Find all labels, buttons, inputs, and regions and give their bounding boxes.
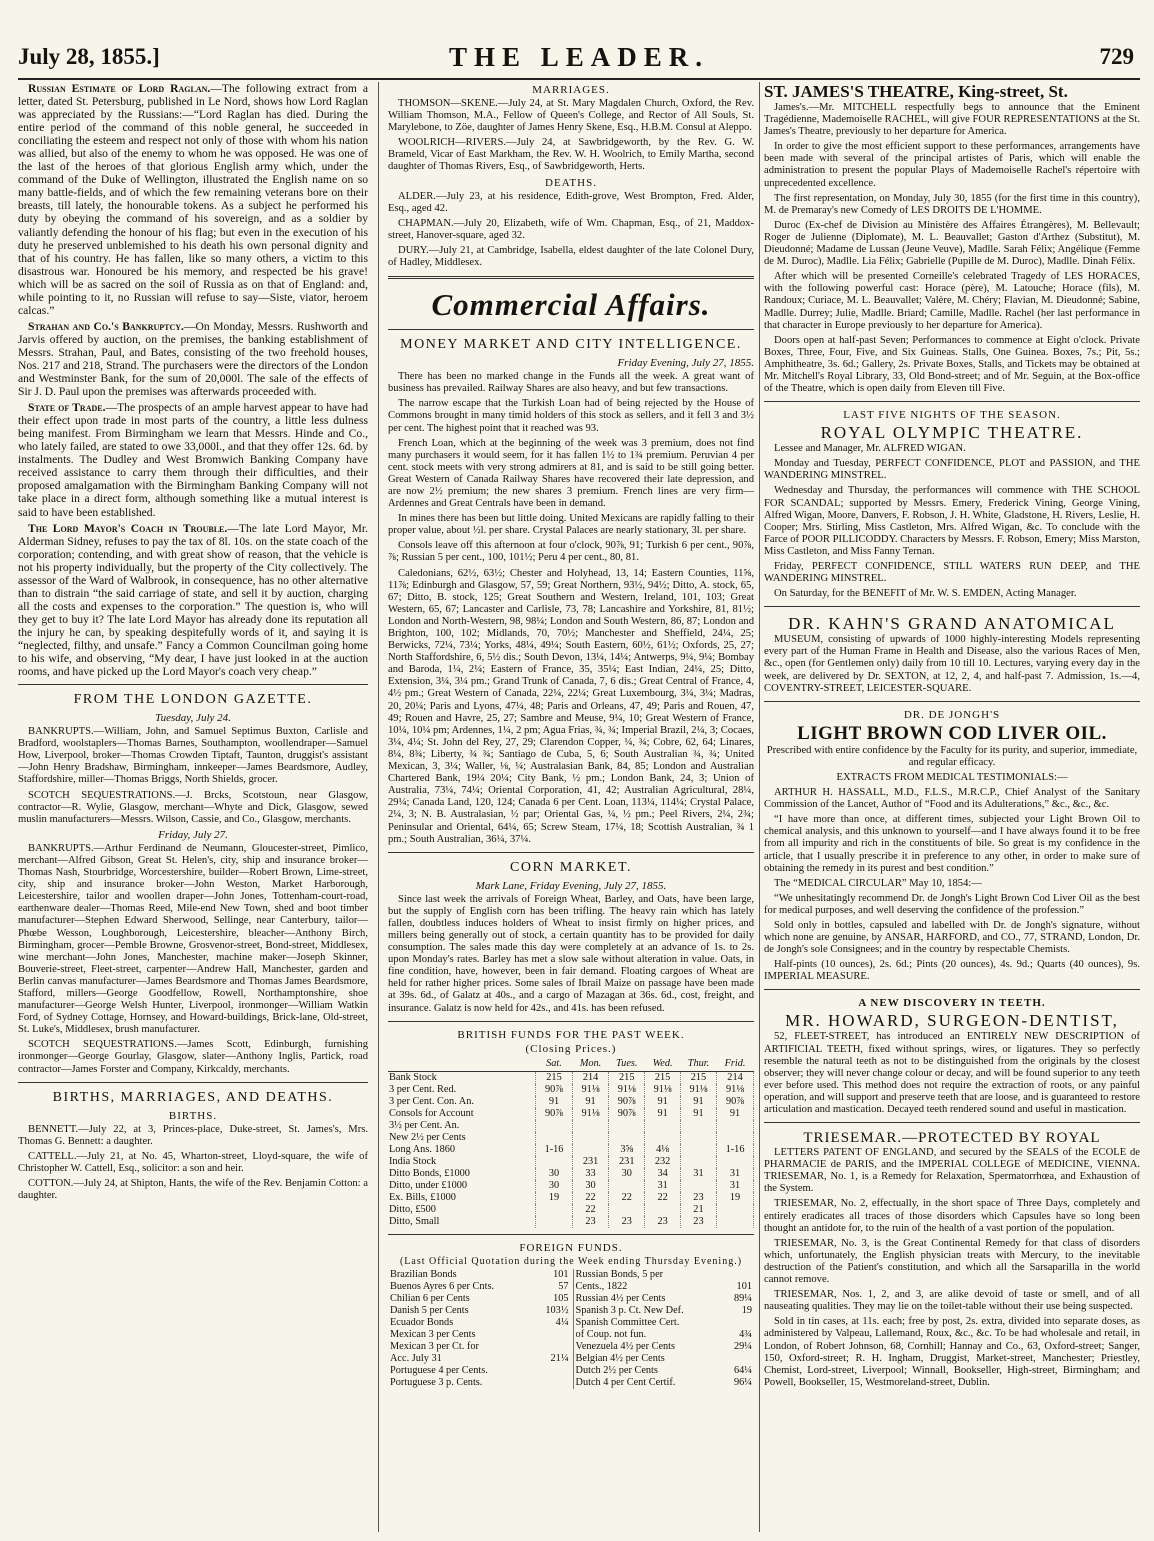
- section-divider: [18, 1082, 368, 1083]
- fund-price: 214: [572, 1071, 608, 1084]
- british-funds-heading: BRITISH FUNDS FOR THE PAST WEEK.: [457, 1028, 685, 1041]
- foreign-fund-price: [724, 1317, 754, 1329]
- fund-price: 91⅛: [680, 1084, 716, 1096]
- foreign-funds-row: [388, 1353, 754, 1365]
- fund-price: [536, 1120, 573, 1132]
- fund-price: [645, 1132, 680, 1144]
- fund-price: 34: [645, 1168, 680, 1180]
- british-funds-row: [388, 1168, 754, 1180]
- foreign-fund-price: 4¾: [739, 1328, 752, 1340]
- money-market-date: Friday Evening, July 27, 1855.: [617, 357, 754, 370]
- section-divider: [388, 329, 754, 330]
- fund-price: [572, 1132, 608, 1144]
- british-funds-column-header: Mon.: [572, 1057, 608, 1072]
- st-james-paragraph: In order to give the most efficient support to these performances, arrangements have been made with several of the principal artistes of Paris, which will enable the administration to present the popular Plays of Mademoiselle Rachel's répertoire with unprecedented excellence.: [764, 141, 1140, 189]
- fund-price: 4⅛: [645, 1144, 680, 1156]
- fund-price: 31: [680, 1168, 716, 1180]
- foreign-fund-name: Spanish 3 p. Ct. New Def.: [575, 1304, 684, 1316]
- fund-price: [572, 1144, 608, 1156]
- article-heading: The Lord Mayor's Coach in Trouble.: [28, 521, 228, 535]
- triesemar-heading: TRIESEMAR.—PROTECTED BY ROYAL: [803, 1130, 1101, 1147]
- foreign-fund-price: 4¼: [533, 1317, 573, 1329]
- foreign-fund-price: [724, 1353, 754, 1365]
- foreign-fund-name: Chilian 6 per Cents: [390, 1292, 470, 1304]
- fund-price: 22: [572, 1192, 608, 1204]
- section-divider: [388, 1021, 754, 1022]
- fund-price: 1-16: [717, 1144, 754, 1156]
- fund-price: 91: [680, 1108, 716, 1120]
- fund-price: 30: [572, 1180, 608, 1192]
- de-jongh-pre-heading: DR. DE JONGH'S: [903, 708, 1001, 721]
- section-divider: [388, 852, 754, 853]
- foreign-fund-name: Dutch 2½ per Cents: [575, 1364, 658, 1376]
- fund-name: New 2½ per Cents: [388, 1132, 536, 1144]
- article-body: —The late Lord Mayor, Mr. Alderman Sidney, refuses to pay the tax of 8l. 10s. on the state coach of the corporation; contending, and with great show of reason, that the vehicle is not his property individually, but the property of the City collectively. The assessor of the Ward of Walbrook, in consequence, has no other alternative than to distrain “the said carriage of state, and sell it by auction, charging all the costs and expenses to the corporation.” The question is, who will they get to buy it? The late Lord Mayor has already done its reputation all the injury he can, by speaking despitefully words of it, and saying it is “neglected, filthy, and unsafe.” Fancy a Common Councilman going home to his wife, and observing, “My dear, I have just looked in at the auction rooms, and have picked up the Lord Mayor's coach very cheap.”: [18, 521, 368, 679]
- money-market-paragraph: In mines there has been but little doing. United Mexicans are rapidly falling to their proper value, about ½l. per share. Crystal Palaces are nearly stationary, 3l. per share.: [388, 513, 754, 537]
- foreign-funds-row: [388, 1281, 754, 1293]
- fund-price: [609, 1204, 645, 1216]
- foreign-fund-name: Mexican 3 per Cents: [390, 1328, 476, 1340]
- dentist-heading: MR. HOWARD, SURGEON-DENTIST,: [785, 1011, 1119, 1031]
- scotch-sequestrations-tuesday: SCOTCH SEQUESTRATIONS.—J. Brcks, Scotstoun, near Glasgow, contractor—R. Wylie, Glasgow, merchant—Whyte and Dick, Glasgow, sewed muslin manufacturers—Messrs. Wilson, Cassie, and Co., Glasgow, merchants.: [18, 789, 368, 825]
- foreign-fund-price: 101: [533, 1269, 573, 1281]
- st-james-paragraph: After which will be presented Corneille's celebrated Tragedy of LES HORACES, with the following powerful cast: Horace (père), M. Latouche; Horace (fils), M. Randoux; Curiace, M. L. Beauvallet; Valère, M. Chéry; Flavian, M. Dieudonné; Sabine, Madlle. Durrey; Julie, Madlle. Briard; Camille, Madlle. Rachel (her last performance in that character in Europe previously to her departure for America).: [764, 271, 1140, 331]
- fund-price: [609, 1132, 645, 1144]
- fund-name: Consols for Account: [388, 1108, 536, 1120]
- british-funds-row: [388, 1144, 754, 1156]
- fund-price: 91: [536, 1096, 573, 1108]
- foreign-fund-price: 101: [736, 1280, 752, 1292]
- fund-price: 214: [717, 1071, 754, 1084]
- dentist-pre-heading: A NEW DISCOVERY IN TEETH.: [858, 997, 1046, 1010]
- section-divider: [18, 684, 368, 685]
- st-james-paragraph: Duroc (Ex-chef de Division au Ministère des Affaires Étrangères), M. Bellevault; Roger de Julienne (Diplomate), M. L. Beauvallet; Gaston d'Arthez (Substitut), M. Dieudonné; Madame de Lussan (Jeune Veuve), Madlle. Sarah Félix; Angélique (Femme de M. Duroc), Madlle. Lia Félix; Gabrielle (Pupille de M. Duroc), Madlle. Dinah Félix.: [764, 219, 1140, 268]
- foreign-funds-row: [388, 1305, 754, 1317]
- triesemar-paragraph: TRIESEMAR, No. 3, is the Great Continental Remedy for that class of disorders which, unfortunately, the English physician treats with Mercury, to the inevitable destruction of the Patient's constitution, and which all the Sarsaparilla in the world cannot remove.: [764, 1237, 1140, 1286]
- article-strahan: [18, 320, 368, 398]
- bankrupts-tuesday: BANKRUPTS.—William, John, and Samuel Septimus Buxton, Carlisle and Bradford, woolstaplers—Thomas Barnes, Southampton, woollendraper—Samuel How, Liverpool, broker—Thomas Crowden Tiptaft, Taunton, druggist's assistant—John Henry Bradshaw, Birmingham, innkeeper—James Beardsmore, Audley, Staffordshire, miller—Thomas Briggs, North Shields, grocer.: [18, 726, 368, 786]
- corn-market-date: Mark Lane, Friday Evening, July 27, 1855.: [475, 879, 667, 892]
- british-funds-row: [388, 1192, 754, 1204]
- fund-price: [717, 1120, 754, 1132]
- foreign-funds-table: [388, 1269, 754, 1389]
- foreign-fund-price: [533, 1329, 573, 1341]
- article-heading: State of Trade.: [28, 401, 106, 415]
- column-rule: [378, 82, 379, 1532]
- foreign-fund-price: 105: [533, 1293, 573, 1305]
- marriages-heading: MARRIAGES.: [532, 84, 610, 96]
- advert-divider: [764, 606, 1140, 607]
- british-funds-table: [388, 1057, 754, 1228]
- foreign-fund-price: 29¼: [733, 1340, 752, 1352]
- fund-price: 19: [536, 1192, 573, 1204]
- fund-price: 90⅞: [717, 1096, 754, 1108]
- cod-liver-oil-paragraph: EXTRACTS FROM MEDICAL TESTIMONIALS:—: [836, 771, 1068, 783]
- money-market-heading: MONEY MARKET AND CITY INTELLIGENCE.: [400, 337, 742, 353]
- british-funds-column-header: Thur.: [680, 1057, 716, 1072]
- dentist-body: 52, FLEET-STREET, has introduced an ENTIRELY NEW DESCRIPTION of ARTIFICIAL TEETH, fixed without springs, wires, or ligatures. They so perfectly resemble the natural teeth as not to be distinguished from the originals by the closest observer; they will never change colour or decay, and will be found superior to any teeth ever before used. This method does not require the extraction of roots, or any painful operation, and will support and preserve teeth that are loose, and is guaranteed to restore articulation and mastication. Decayed teeth rendered sound and useful in mastication.: [764, 1031, 1140, 1115]
- foreign-fund-name: Cents., 1822: [575, 1280, 628, 1292]
- st-james-theatre-heading: ST. JAMES'S THEATRE, King-street, St.: [764, 82, 1068, 101]
- triesemar-paragraph: TRIESEMAR, Nos. 1, 2, and 3, are alike devoid of taste or smell, and of all nauseating qualities. They may lie on the toilet-table without their use being suspected.: [764, 1289, 1140, 1313]
- article-body: —On Monday, Messrs. Rushworth and Jarvis offered by auction, on the premises, the banking establishment of Messrs. Strahan, Paul, and Bates, consisting of the two freehold houses, Nos. 217 and 218, Strand. The purchasers were the directors of the London and Westminster Bank, for the sum of 20,000l. The sale of the effects of Sir J. D. Paul upon the premises was afterwards proceeded with.: [18, 319, 368, 399]
- cod-liver-oil-heading: LIGHT BROWN COD LIVER OIL.: [797, 722, 1107, 744]
- gazette-date-friday: Friday, July 27.: [158, 828, 228, 841]
- british-funds-row: [388, 1096, 754, 1108]
- section-divider: [388, 276, 754, 279]
- fund-price: [609, 1120, 645, 1132]
- fund-price: 90⅞: [536, 1108, 573, 1120]
- death-notice: ALDER.—July 23, at his residence, Edith-grove, West Brompton, Fred. Alder, Esq., aged 42.: [388, 190, 754, 214]
- fund-price: [717, 1156, 754, 1168]
- article-heading: Russian Estimate of Lord Raglan.: [28, 82, 211, 95]
- foreign-fund-price: 89¼: [733, 1292, 752, 1304]
- foreign-fund-name: Portuguese 3 p. Cents.: [390, 1376, 483, 1388]
- st-james-paragraph: The first representation, on Monday, July 30, 1855 (for the first time in this country), M. de Premaray's new Comedy of LES DROITS DE L'HOMME.: [764, 192, 1140, 216]
- fund-price: [717, 1216, 754, 1228]
- fund-price: 91: [645, 1108, 680, 1120]
- foreign-fund-name: Danish 5 per Cents: [390, 1304, 469, 1316]
- death-notice: DURY.—July 21, at Cambridge, Isabella, eldest daughter of the late Colonel Dury, of Hadley, Middlesex.: [388, 244, 754, 269]
- triesemar-paragraph: LETTERS PATENT OF ENGLAND, and secured by the SEALS of the ECOLE de PHARMACIE de PARIS, and the IMPERIAL COLLEGE of MEDICINE, VIENNA. TRIESEMAR, No. 1, is a Remedy for Relaxation, Spermatorrhœa, and Exhaustion of the System.: [764, 1147, 1140, 1195]
- fund-price: 21: [680, 1204, 716, 1216]
- fund-price: [717, 1132, 754, 1144]
- foreign-funds-row: [388, 1317, 754, 1329]
- scotch-sequestrations-friday: SCOTCH SEQUESTRATIONS.—James Scott, Edinburgh, furnishing ironmonger—George Gourlay, Glasgow, slater—Anthony Inglis, Partick, road contractor—James Forster and Company, Kirkcaldy, merchants.: [18, 1039, 368, 1075]
- fund-price: [645, 1204, 680, 1216]
- foreign-fund-name: Spanish Committee Cert.: [575, 1316, 680, 1328]
- fund-price: 91: [645, 1096, 680, 1108]
- foreign-fund-name: Belgian 4½ per Cents: [575, 1352, 665, 1364]
- fund-price: 23: [645, 1216, 680, 1228]
- advert-divider: [764, 989, 1140, 990]
- fund-price: 215: [536, 1071, 573, 1084]
- gazette-date-tuesday: Tuesday, July 24.: [155, 712, 231, 725]
- british-funds-row: [388, 1108, 754, 1120]
- bmd-heading: BIRTHS, MARRIAGES, AND DEATHS.: [52, 1089, 334, 1105]
- british-funds-row: [388, 1120, 754, 1132]
- fund-price: 30: [536, 1168, 573, 1180]
- cod-liver-oil-paragraph: ARTHUR H. HASSALL, M.D., F.L.S., M.R.C.P., Chief Analyst of the Sanitary Commission of the Lancet, Author of “Food and its Adulterations,” &c., &c., &c.: [764, 787, 1140, 811]
- marriage-notice: THOMSON—SKENE.—July 24, at St. Mary Magdalen Church, Oxford, the Rev. William Thomson, M.A., Fellow of Queen's College, and Rector of All Souls, St. Marylebone, to Zöe, daughter of James Henry Skene, Esq., H.B.M. Consul at Aleppo.: [388, 98, 754, 134]
- foreign-fund-name: Portuguese 4 per Cents.: [390, 1364, 488, 1376]
- fund-price: 90⅞: [609, 1108, 645, 1120]
- fund-price: 90⅞: [609, 1096, 645, 1108]
- birth-notice: BENNETT.—July 22, at 3, Princes-place, Duke-street, St. James's, Mrs. Thomas G. Bennett: a daughter.: [18, 1123, 368, 1147]
- section-divider: [388, 1234, 754, 1235]
- gazette-heading: FROM THE LONDON GAZETTE.: [73, 692, 313, 708]
- british-funds-row: [388, 1216, 754, 1228]
- fund-price: 31: [717, 1180, 754, 1192]
- st-james-paragraph: James's.—Mr. MITCHELL respectfully begs to announce that the Eminent Tragédienne, Mademoiselle RACHEL, will give FOUR REPRESENTATIONS at the St. James's Theatre, previously to her departure for America.: [764, 102, 1140, 138]
- share-prices-paragraph: Caledonians, 62½, 63½; Chester and Holyhead, 13, 14; Eastern Counties, 11⅝, 11⅞; Edinburgh and Glasgow, 57, 59; Great Northern, 93½, 94½; Ditto, A. stock, 65, 67; Ditto, B. stock, 125; Great Southern and Western, Ireland, 101, 103; Great Western, 65, 67; Lancaster and Carlisle, 73, 78; Lancashire and Yorkshire, 81, 81½; London and North-Western, 98, 98¼; London and South Western, 86, 87; London and Brighton, 100, 102; Midlands, 70, 70½; Manchester and Sheffield, 24¼, 25; Berwicks, 72¼, 73¼; Yorks, 48¼, 49¼; South Eastern, 60½, 61½; Oxfords, 25, 27; North Staffordshire, 6, 5½ dis.; South Devon, 13¼, 14¼; Antwerps, 9¼, 9¼; Bombay and Baroda, 1¼, 2¼; Eastern of France, 35, 35¼; East Indian, 24¼, 25; Ditto, Extension, 3¼, 3¼ pm.; Grand Trunk of Canada, 7, 6 dis.; Great Central of France, 4, 4½ pm.; Great Western of Canada, 22¼, 22¼; Great Luxembourg, 3¼, 3¼; Madras, 20, 20¼; Paris and Lyons, 47¼, 48; Paris and Orleans, 47, 49; Paris and Rouen, 47, 49; Rouen and Havre, 25, 27; Sambre and Meuse, 9¼, 10; Great Western of France, 10¼, 10¼ pm; Ardennes, 1¼, 2 pm; Agua Frias, ¾, ¾; Imperial Brazil, 2¼, 3; Cocaes, 3¼, 4¼; St. John del Rey, 27, 29; Clarendon Copper, ¼, ¾; Cobre, 62, 64; Linares, 8¼, 8¾; Liberty, ¾ ¾; Santiago de Cuba, 5, 6; South Australian ¾, ¾; United Mexican, 3, 3¼; Waller, ⅛, ¼; Australasian Bank, 84, 85; London and Australian Chartered Bank, 19¼ 20¼; City Bank, ½ pm.; London Bank, 24, 3; Union of Australia, 73¼, 74¼; Oriental Corporation, 41, 42; Australian Agricultural, 28¼, 29¼; Canada Land, 120, 124; Canada 6 per Cent. Loan, 113¼, 114¼; Crystal Palace, 2¼, 3; N. B. Australasian, ½ par; Oriental Gas, ¼, ½ pm.; Peel Rivers, 2¼, 2¾; Peninsular and Oriental, 64¼, 65; Screw Steam, 17¼, 18; Scottish Australian, ¾ 1 pm.; South Australian, 36¼, 37¼.: [388, 567, 754, 845]
- fund-price: 30: [536, 1180, 573, 1192]
- fund-price: 91: [717, 1108, 754, 1120]
- fund-price: [536, 1216, 573, 1228]
- cod-liver-oil-paragraph: The “MEDICAL CIRCULAR” May 10, 1854:—: [774, 877, 982, 889]
- column-rule: [759, 82, 760, 1532]
- olympic-theatre-heading: ROYAL OLYMPIC THEATRE.: [820, 423, 1084, 443]
- fund-price: 90⅞: [536, 1084, 573, 1096]
- fund-name: Long Ans. 1860: [388, 1144, 536, 1156]
- fund-price: 19: [717, 1192, 754, 1204]
- fund-name: Ditto, £500: [388, 1204, 536, 1216]
- article-lord-mayor-coach: [18, 522, 368, 679]
- fund-price: 91: [572, 1096, 608, 1108]
- foreign-fund-name: Brazilian Bonds: [390, 1268, 457, 1280]
- fund-price: 22: [645, 1192, 680, 1204]
- fund-name: Ditto, under £1000: [388, 1180, 536, 1192]
- fund-price: 231: [572, 1156, 608, 1168]
- birth-notice: CATTELL.—July 21, at No. 45, Wharton-street, Lloyd-square, the wife of Christopher W. Cattell, Esq., solicitor: a son and heir.: [18, 1150, 368, 1174]
- fund-name: 3½ per Cent. An.: [388, 1120, 536, 1132]
- article-body: —The following extract from a letter, dated St. Petersburg, published in Le Nord, shows how Lord Raglan was appreciated by the Russians:—“Lord Raglan has died. During the entire period of the command of this noble general, he succeeded in conciliating the esteem and respect not only of those with whom his nation was allied, but also of the enemy to whom he was opposed. He was one of the last of the heroes of that glorious English army which, under the command of the Duke of Wellington, illustrated the English name on so many battle-fields, and of which the few remaining veterans bore on their breasts, till lately, the honourable tokens. As a subject he performed his duty by obeying the command of his sovereign, and as a soldier by valiantly defending the honour of his flag; but even in the execution of his duty he preserved unblemished to his death his own personal dignity and that of his country. He has fallen, like so many others, a victim to this disastrous war. Honoured be his memory, and respected be his grave! which will be as sacred on the soil of Russia as on that of England: and, while pointing to it, no Russian will refuse to say—Siste, viator, heroem calcas.”: [18, 82, 368, 317]
- foreign-funds-row: [388, 1341, 754, 1353]
- fund-price: [609, 1180, 645, 1192]
- fund-price: 215: [645, 1071, 680, 1084]
- fund-name: Bank Stock: [388, 1071, 536, 1084]
- fund-price: 23: [680, 1192, 716, 1204]
- british-funds-column-header: [388, 1057, 536, 1072]
- issue-date: July 28, 1855.]: [18, 44, 160, 69]
- column-3: [764, 82, 1140, 1534]
- triesemar-paragraph: Sold in tin cases, at 11s. each; free by post, 2s. extra, divided into separate doses, as administered by Valpeau, Lallemand, Roux, &c., &c. To be had wholesale and retail, in London, of Robert Johnson, 68, Cornhill; Hannay and Co., 63, Oxford-street; Sanger, 150, Oxford-street; R. H. Ingham, Druggist, Market-street, Manchester; Priestley, Chemist, Lord-street, Liverpool; Winnall, Bookseller, High-street, Birmingham; and Powell, Bookseller, 15, Westmoreland-street, Dublin.: [764, 1316, 1140, 1388]
- fund-price: [645, 1120, 680, 1132]
- fund-price: 91⅛: [645, 1084, 680, 1096]
- olympic-paragraph: Wednesday and Thursday, the performances will commence with THE SCHOOL FOR SCANDAL; supported by Messrs. Emery, Frederick Vining, George Vining, Alfred Wigan, Moore, Danvers, F. Robson, J. H. White, Gladstone, H. Rivers, Leslie, H. Cooper; Mrs. Stirling, Miss Castleton, Mrs. Alfred Wigan, &c. To conclude with the Farce of POOR PILLICODDY. Characters by Messrs. F. Robson, Emery; Miss Marston, Miss Castleton, and Miss Fanny Ternan.: [764, 485, 1140, 557]
- fund-name: Ex. Bills, £1000: [388, 1192, 536, 1204]
- british-funds-column-header: Frid.: [717, 1057, 754, 1072]
- fund-price: [680, 1132, 716, 1144]
- advert-divider: [764, 701, 1140, 702]
- foreign-fund-price: [533, 1377, 573, 1389]
- foreign-funds-heading: FOREIGN FUNDS.: [519, 1241, 623, 1254]
- fund-price: [680, 1180, 716, 1192]
- fund-price: 31: [645, 1180, 680, 1192]
- cod-liver-oil-paragraph: “I have more than once, at different times, subjected your Light Brown Oil to chemical analysis, and this unknown to yourself—and I have always found it to be free from all impurity and rich in the constituents of bile. So great is my confidence in the article, that I usually prescribe it in preference to any other, in order to make sure of obtaining the remedy in its purest and best condition.”: [764, 814, 1140, 874]
- olympic-pre-heading: LAST FIVE NIGHTS OF THE SEASON.: [843, 409, 1061, 422]
- fund-price: [536, 1156, 573, 1168]
- olympic-paragraph: On Saturday, for the BENEFIT of Mr. W. S. EMDEN, Acting Manager.: [774, 588, 1077, 600]
- money-market-paragraph: There has been no marked change in the Funds all the week. A great want of business has prevailed. Railway Shares are also heavy, and but few transactions.: [388, 371, 754, 395]
- foreign-funds-row: [388, 1293, 754, 1305]
- foreign-fund-name: Ecuador Bonds: [390, 1316, 454, 1328]
- kahn-museum-heading: DR. KAHN'S GRAND ANATOMICAL: [788, 614, 1116, 634]
- foreign-fund-name: Acc. July 31: [390, 1352, 442, 1364]
- fund-price: 23: [680, 1216, 716, 1228]
- bankrupts-friday: BANKRUPTS.—Arthur Ferdinand de Neumann, Gloucester-street, Pimlico, merchant—Alfred Gibson, Great St. Helen's, city, ship and insurance broker—Thomas Nash, Stourbridge, Worcestershire, builder—Robert Brown, Lime-street, city, ship and insurance broker—John Weston, Market Harborough, Leicestershire, tailor and woollen draper—John Jones, Tottenham-court-road, earthenware dealer—Thomas Reed, Mile-end New Town, shed and boot timber manufacturer—Stephen Edward Sherwood, Sellinge, near Canterbury, tailor—Phœbe Wesson, Loughborough, Leicestershire, bleacher—Anthony Birch, Birmingham, grocer—Pemble Browne, Grosvenor-street, Bond-street, Middlesex, wine merchant—John Jones, Manchester, machine maker—Joseph Skinner, Bouverie-street, Fleet-street, carpenter—Andrew Hall, Manchester, garden and Berlin canvas manufacturer—James Beardsmore and Thomas James Beardsmore, Stafford, millers—George Goodfellow, Rowell, Northamptonshire, shoe manufacturer—George Welsh Hunter, Liverpool, ironmonger—William Watkin Ford, of Sydney Cottage, Hornsey, and Howard-buildings, Brick-lane, Old-street, St. Luke's, Middlesex, brush manufacturer.: [18, 842, 368, 1036]
- foreign-fund-price: 64¼: [733, 1364, 752, 1376]
- cod-liver-oil-paragraph: “We unhesitatingly recommend Dr. de Jongh's Light Brown Cod Liver Oil as the best for medical purposes, and well deserving the confidence of the profession.”: [764, 892, 1140, 916]
- fund-price: 215: [609, 1071, 645, 1084]
- foreign-funds-subheading: (Last Official Quotation during the Week ending Thursday Evening.): [399, 1255, 743, 1267]
- fund-price: 22: [572, 1204, 608, 1216]
- british-funds-column-header: Sat.: [536, 1057, 573, 1072]
- cod-liver-oil-paragraph: Sold only in bottles, capsuled and labelled with Dr. de Jongh's signature, without which none are genuine, by ANSAR, HARFORD, and CO., 77, STRAND, London, Dr. de Jongh's sole Consignees; and in the country by respectable Chemists.: [764, 919, 1140, 956]
- british-funds-row: [388, 1156, 754, 1168]
- article-heading: Strahan and Co.'s Bankruptcy.: [28, 319, 184, 333]
- deaths-heading: DEATHS.: [545, 176, 597, 189]
- foreign-fund-name: Venezuela 4½ per Cents: [575, 1340, 676, 1352]
- newspaper-title: THE LEADER.: [448, 42, 710, 72]
- birth-notice: COTTON.—July 24, at Shipton, Hants, the wife of the Rev. Benjamin Cotton: a daughter.: [18, 1178, 368, 1202]
- fund-name: 3 per Cent. Con. An.: [388, 1096, 536, 1108]
- money-market-paragraph: Consols leave off this afternoon at four o'clock, 90⅞, 91; Turkish 6 per cent., 90⅞, ⅞; Russian 5 per cent., 100, 101½; Peru 4 per cent., 80, 81.: [388, 540, 754, 564]
- article-body: —The prospects of an ample harvest appear to have had their effect upon trade in most parts of the country, a little less dulness being manifest. From Birmingham we learn that Messrs. Hinde and Co., who lately failed, are stated to owe 33,000l., and that they offer 12s. 6d. by instalments. The Dudley and West Bromwich Banking Company have received assistance to carry them through their difficulties, and their proposed amalgamation with the Birmingham Banking Company will not take place in a direct form, although something like a mutual interest is said to have been established.: [18, 401, 368, 519]
- foreign-fund-name: Mexican 3 per Ct. for: [390, 1340, 479, 1352]
- st-james-paragraph: Doors open at half-past Seven; Performances to commence at Eight o'clock. Private Boxes, Three, Four, Five, and Six Guineas. Stalls, One Guinea. Boxes, 7s.; Pit, 5s.; Amphitheatre, 3s. 6d.; Gallery, 2s. Private Boxes, Stalls, and Tickets may be obtained at Mr. Mitchell's Royal Library, 33, Old Bond-street; and of Mr. Seguin, at the Box-office of the Theatre, which is open daily from Eleven till Five.: [764, 334, 1140, 395]
- fund-price: 231: [609, 1156, 645, 1168]
- fund-name: 3 per Cent. Red.: [388, 1084, 536, 1096]
- fund-price: [680, 1156, 716, 1168]
- british-funds-row: [388, 1180, 754, 1192]
- fund-price: 1-16: [536, 1144, 573, 1156]
- foreign-fund-name: of Coup. not fun.: [575, 1328, 647, 1340]
- triesemar-paragraph: TRIESEMAR, No. 2, effectually, in the short space of Three Days, completely and entirely eradicates all traces of those disorders which Capsules have so long been thought an antidote for, to the ruin of the health of a vast portion of the population.: [764, 1198, 1140, 1234]
- foreign-funds-row: [388, 1365, 754, 1377]
- column-2: [388, 82, 754, 1534]
- british-funds-column-header: Wed.: [645, 1057, 680, 1072]
- advert-divider: [764, 401, 1140, 402]
- money-market-paragraph: French Loan, which at the beginning of the week was 3 premium, does not find many purchasers it would seem, for it has fallen 1½ to 1¾ premium. Peruvian 4 per cent. stock meets with very strong admirers at 81, and is said to be still going better. Great Western of Canada Railway Shares have recovered their late depression, and are now 2½ premium; the new shares 3 premium. French lines are very firm—Ardennes and Great Centrals have been in demand.: [388, 437, 754, 510]
- fund-price: 23: [609, 1216, 645, 1228]
- masthead: [18, 38, 1140, 80]
- foreign-fund-price: 103½: [533, 1305, 573, 1317]
- fund-price: [572, 1120, 608, 1132]
- article-trade: [18, 401, 368, 518]
- fund-name: Ditto Bonds, £1000: [388, 1168, 536, 1180]
- foreign-fund-price: [533, 1365, 573, 1377]
- foreign-fund-price: 19: [741, 1304, 752, 1316]
- births-heading: BIRTHS.: [168, 1109, 218, 1122]
- fund-price: 91⅛: [572, 1108, 608, 1120]
- fund-price: [717, 1204, 754, 1216]
- british-funds-subheading: (Closing Prices.): [525, 1042, 617, 1055]
- column-1: [18, 82, 368, 1534]
- cod-liver-oil-paragraph: Half-pints (10 ounces), 2s. 6d.; Pints (20 ounces), 4s. 9d.; Quarts (40 ounces), 9s. IMPERIAL MEASURE.: [764, 959, 1140, 983]
- foreign-fund-name: Russian 4½ per Cents: [575, 1292, 666, 1304]
- money-market-paragraph: The narrow escape that the Turkish Loan had of being rejected by the House of Commons brought in many timid holders of this stock as sellers, and it fell 3 and 3½ per cent. The highest point that it reached was 93.: [388, 398, 754, 434]
- foreign-funds-row: [388, 1269, 754, 1281]
- commercial-affairs-heading: Commercial Affairs.: [431, 287, 711, 323]
- death-notice: CHAPMAN.—July 20, Elizabeth, wife of Wm. Chapman, Esq., of 21, Maddox-street, Hanover-square, aged 32.: [388, 217, 754, 241]
- fund-price: [680, 1120, 716, 1132]
- british-funds-row: [388, 1204, 754, 1216]
- foreign-fund-price: [533, 1341, 573, 1353]
- fund-price: [680, 1144, 716, 1156]
- fund-price: 22: [609, 1192, 645, 1204]
- cod-liver-oil-paragraph: Prescribed with entire confidence by the Faculty for its purity, and superior, immediate, and regular efficacy.: [766, 744, 1138, 768]
- fund-price: 91⅛: [572, 1084, 608, 1096]
- fund-price: 91⅛: [609, 1084, 645, 1096]
- foreign-fund-price: 57: [533, 1281, 573, 1293]
- foreign-funds-row: [388, 1329, 754, 1341]
- fund-price: 3⅝: [609, 1144, 645, 1156]
- foreign-funds-row: [388, 1377, 754, 1389]
- fund-price: [536, 1204, 573, 1216]
- fund-price: 23: [572, 1216, 608, 1228]
- fund-price: 33: [572, 1168, 608, 1180]
- article-raglan: [18, 82, 368, 317]
- olympic-paragraph: Monday and Tuesday, PERFECT CONFIDENCE, PLOT and PASSION, and THE WANDERING MINSTREL.: [764, 458, 1140, 482]
- page-number: 729: [1099, 44, 1134, 69]
- fund-name: Ditto, Small: [388, 1216, 536, 1228]
- foreign-fund-price: 96¼: [733, 1376, 752, 1388]
- fund-price: 232: [645, 1156, 680, 1168]
- fund-price: 91⅛: [717, 1084, 754, 1096]
- corn-market-heading: CORN MARKET.: [510, 859, 632, 875]
- foreign-fund-name: Dutch 4 per Cent Certif.: [575, 1376, 676, 1388]
- british-funds-row: [388, 1071, 754, 1084]
- olympic-paragraph: Lessee and Manager, Mr. ALFRED WIGAN.: [774, 443, 966, 455]
- fund-price: 31: [717, 1168, 754, 1180]
- british-funds-row: [388, 1132, 754, 1144]
- british-funds-row: [388, 1084, 754, 1096]
- kahn-museum-body: MUSEUM, consisting of upwards of 1000 highly-interesting Models representing every part of the Human Frame in Health and Disease, also the various Races of Men, &c., open (for Gentlemen only) daily from 10 till 10. Lectures, varying every day in the week, are delivered by Dr. SEXTON, at 12, 2, 4, and half-past 7. Admission, 1s.—4, COVENTRY-STREET, LEICESTER-SQUARE.: [764, 634, 1140, 694]
- foreign-fund-name: Buenos Ayres 6 per Cnts.: [390, 1280, 495, 1292]
- fund-price: [536, 1132, 573, 1144]
- british-funds-column-header: Tues.: [609, 1057, 645, 1072]
- corn-market-report: Since last week the arrivals of Foreign Wheat, Barley, and Oats, have been large, but the supply of English corn has been trifling. The heavy rain which has lately fallen, doubtless induces holders of Wheat to insist firmly on higher prices, and millers being generally out of stock, a certain quantity has to be provided for daily consumption. The sales made this day were completely at an advance of 1s. to 2s. upon Monday's rates. Barley has met a slow sale without alteration in value. Oats, in fine condition, have, however, been in fair demand. Floating cargoes of Wheat are held for rather higher prices. Some sales of Ibrail Maize on passage have been made at 39s. 6d., of Galatz at 40s., and a cargo of Mazagan at 36s. 6d., cost, freight, and insurance. Galatz is now held for 42s., and 41s. has been refused.: [388, 893, 754, 1014]
- advert-divider: [764, 1122, 1140, 1123]
- fund-name: India Stock: [388, 1156, 536, 1168]
- foreign-fund-price: 21¼: [533, 1353, 573, 1365]
- fund-price: 30: [609, 1168, 645, 1180]
- marriage-notice: WOOLRICH—RIVERS.—July 24, at Sawbridgeworth, by the Rev. G. W. Brameld, Vicar of East Markham, the Rev. W. H. Woolrich, to Emily Martha, second daughter of Thomas Rivers, Esq., of Sawbridgeworth, Herts.: [388, 137, 754, 173]
- foreign-fund-price: [724, 1269, 754, 1281]
- olympic-paragraph: Friday, PERFECT CONFIDENCE, STILL WATERS RUN DEEP, and THE WANDERING MINSTREL.: [764, 561, 1140, 585]
- fund-price: 215: [680, 1071, 716, 1084]
- foreign-fund-name: Russian Bonds, 5 per: [575, 1268, 664, 1280]
- fund-price: 91: [680, 1096, 716, 1108]
